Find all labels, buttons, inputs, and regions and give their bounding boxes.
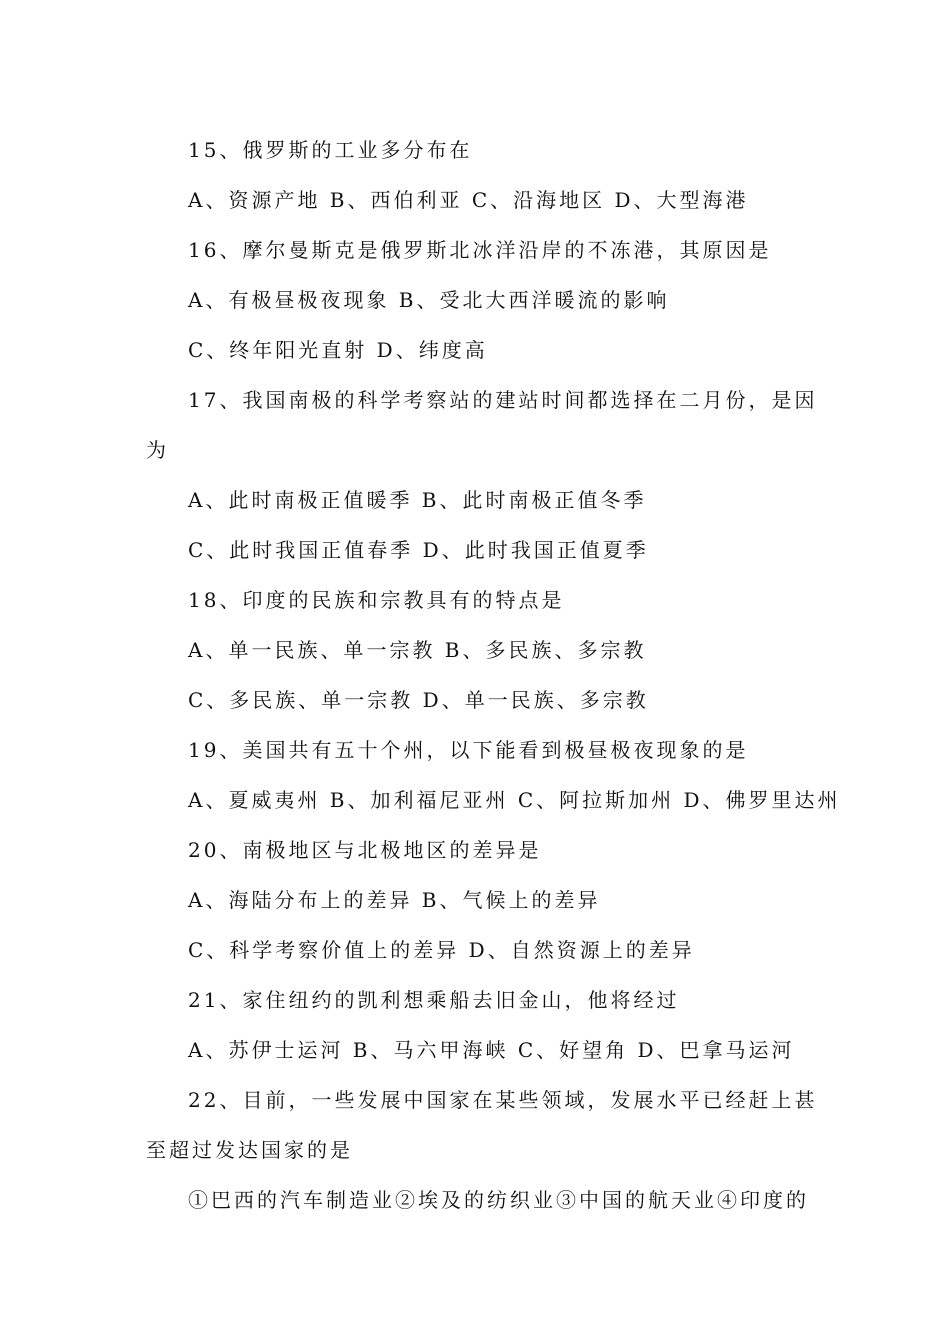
question-22: 22、目前，一些发展中国家在某些领域，发展水平已经赶上甚 [188, 1088, 818, 1112]
question-19: 19、美国共有五十个州，以下能看到极昼极夜现象的是 [188, 738, 749, 762]
question-21-options: A、苏伊士运河 B、马六甲海峡 C、好望角 D、巴拿马运河 [188, 1038, 795, 1062]
question-20: 20、南极地区与北极地区的差异是 [188, 838, 542, 862]
question-17: 17、我国南极的科学考察站的建站时间都选择在二月份，是因 [188, 388, 818, 412]
question-17-options-cd: C、此时我国正值春季 D、此时我国正值夏季 [188, 538, 649, 562]
question-22-statements: ①巴西的汽车制造业②埃及的纺织业③中国的航天业④印度的 [188, 1188, 809, 1212]
question-18-options-ab: A、单一民族、单一宗教 B、多民族、多宗教 [188, 638, 647, 662]
question-19-options: A、夏威夷州 B、加利福尼亚州 C、阿拉斯加州 D、佛罗里达州 [188, 788, 841, 812]
question-17-options-ab: A、此时南极正值暖季 B、此时南极正值冬季 [188, 488, 647, 512]
question-18: 18、印度的民族和宗教具有的特点是 [188, 588, 565, 612]
question-21: 21、家住纽约的凯利想乘船去旧金山，他将经过 [188, 988, 680, 1012]
question-20-options-ab: A、海陆分布上的差异 B、气候上的差异 [188, 888, 601, 912]
question-15-options: A、资源产地 B、西伯利亚 C、沿海地区 D、大型海港 [188, 188, 749, 212]
question-17-continued: 为 [146, 438, 169, 462]
question-20-options-cd: C、科学考察价值上的差异 D、自然资源上的差异 [188, 938, 695, 962]
question-16-options-cd: C、终年阳光直射 D、纬度高 [188, 338, 488, 362]
question-16-options-ab: A、有极昼极夜现象 B、受北大西洋暖流的影响 [188, 288, 670, 312]
question-16: 16、摩尔曼斯克是俄罗斯北冰洋沿岸的不冻港，其原因是 [188, 238, 772, 262]
question-18-options-cd: C、多民族、单一宗教 D、单一民族、多宗教 [188, 688, 649, 712]
question-22-continued: 至超过发达国家的是 [146, 1138, 353, 1162]
question-15: 15、俄罗斯的工业多分布在 [188, 138, 473, 162]
